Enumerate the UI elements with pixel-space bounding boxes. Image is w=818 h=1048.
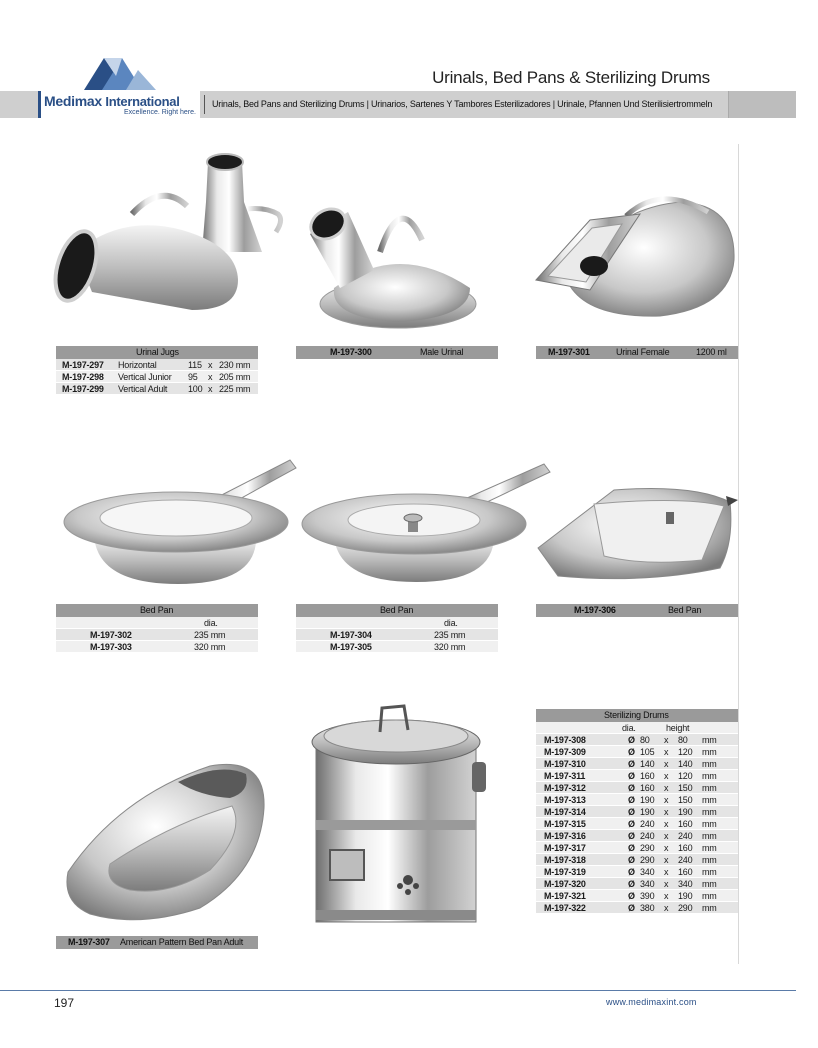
table-row bbox=[56, 371, 258, 383]
table-row bbox=[56, 629, 258, 641]
american-bed-pan-image bbox=[60, 752, 270, 922]
unit: mm bbox=[702, 807, 717, 817]
footer-line bbox=[0, 990, 796, 991]
table-row bbox=[536, 770, 738, 782]
female-urinal-table bbox=[536, 346, 738, 359]
table-row bbox=[56, 617, 258, 629]
page-number: 197 bbox=[54, 996, 75, 1010]
male-urinal-table bbox=[296, 346, 498, 359]
urinal-jugs-table bbox=[56, 346, 258, 395]
product-dia: 390 bbox=[640, 891, 655, 901]
product-height: 190 bbox=[678, 807, 693, 817]
product-height: 190 bbox=[678, 891, 693, 901]
product-code: M-197-299 bbox=[62, 384, 104, 394]
product-code: M-197-307 bbox=[68, 937, 110, 947]
bed-pan-image-1 bbox=[58, 456, 298, 588]
bed-pan-table-2 bbox=[296, 604, 498, 653]
brand-suffix: International bbox=[105, 94, 180, 109]
female-urinal-header bbox=[536, 346, 738, 359]
product-code: M-197-301 bbox=[548, 347, 590, 357]
male-urinal-header bbox=[296, 346, 498, 359]
size-b: 230 mm bbox=[219, 360, 251, 370]
table-row bbox=[536, 818, 738, 830]
table-row bbox=[536, 806, 738, 818]
product-name: Bed Pan bbox=[668, 605, 702, 615]
product-name: Urinal Female bbox=[616, 347, 670, 357]
table-row bbox=[536, 722, 738, 734]
diameter-symbol: Ø bbox=[628, 903, 635, 913]
male-urinal-image bbox=[300, 192, 496, 342]
table-row bbox=[536, 794, 738, 806]
size-x: x bbox=[664, 807, 669, 817]
size-b: 205 mm bbox=[219, 372, 251, 382]
table-row bbox=[536, 758, 738, 770]
diameter-symbol: Ø bbox=[628, 795, 635, 805]
size-x: x bbox=[664, 879, 669, 889]
size-x: x bbox=[664, 735, 669, 745]
size-x: x bbox=[664, 903, 669, 913]
website-link[interactable]: www.medimaxint.com bbox=[606, 997, 697, 1007]
size-x: x bbox=[664, 867, 669, 877]
size-x: x bbox=[664, 747, 669, 757]
sterilizing-drum-image bbox=[304, 700, 492, 932]
urinal-jugs-header bbox=[56, 346, 258, 359]
urinal-jugs-heading: Urinal Jugs bbox=[136, 347, 179, 357]
unit: mm bbox=[702, 819, 717, 829]
diameter-symbol: Ø bbox=[628, 747, 635, 757]
product-dia: 240 bbox=[640, 831, 655, 841]
table-row bbox=[296, 641, 498, 653]
product-code: M-197-321 bbox=[544, 891, 586, 901]
diameter-symbol: Ø bbox=[628, 783, 635, 793]
product-height: 290 bbox=[678, 903, 693, 913]
dia-label: dia. bbox=[444, 618, 458, 628]
page-title: Urinals, Bed Pans & Sterilizing Drums bbox=[432, 68, 710, 87]
product-dia: 160 bbox=[640, 771, 655, 781]
header-band-right bbox=[728, 91, 796, 118]
size-x: x bbox=[664, 891, 669, 901]
product-height: 80 bbox=[678, 735, 688, 745]
product-name: Vertical Adult bbox=[118, 384, 168, 394]
size-x: x bbox=[664, 819, 669, 829]
product-code: M-197-305 bbox=[330, 642, 372, 652]
female-urinal-image bbox=[530, 190, 736, 340]
size-x: x bbox=[208, 360, 213, 370]
product-height: 240 bbox=[678, 855, 693, 865]
unit: mm bbox=[702, 855, 717, 865]
urinal-jugs-image bbox=[52, 142, 288, 342]
product-dia: 340 bbox=[640, 879, 655, 889]
size-x: x bbox=[664, 771, 669, 781]
size-x: x bbox=[208, 372, 213, 382]
size-a: 95 bbox=[188, 372, 198, 382]
product-dia: 160 bbox=[640, 783, 655, 793]
product-code: M-197-318 bbox=[544, 855, 586, 865]
bed-pan-header-2 bbox=[296, 604, 498, 617]
product-name: American Pattern Bed Pan Adult bbox=[120, 937, 244, 947]
product-name: Horizontal bbox=[118, 360, 157, 370]
product-dia: 80 bbox=[640, 735, 650, 745]
size-x: x bbox=[664, 843, 669, 853]
diameter-symbol: Ø bbox=[628, 879, 635, 889]
product-dia: 190 bbox=[640, 807, 655, 817]
product-code: M-197-298 bbox=[62, 372, 104, 382]
size-x: x bbox=[664, 831, 669, 841]
table-row bbox=[536, 734, 738, 746]
sterilizing-drums-header bbox=[536, 709, 738, 722]
product-code: M-197-303 bbox=[90, 642, 132, 652]
brand-tagline: Excellence. Right here. bbox=[124, 109, 196, 116]
product-code: M-197-297 bbox=[62, 360, 104, 370]
size-x: x bbox=[664, 783, 669, 793]
product-code: M-197-312 bbox=[544, 783, 586, 793]
product-dia: 290 bbox=[640, 843, 655, 853]
dia-label: dia. bbox=[204, 618, 218, 628]
diameter-symbol: Ø bbox=[628, 807, 635, 817]
product-code: M-197-309 bbox=[544, 747, 586, 757]
diameter-symbol: Ø bbox=[628, 735, 635, 745]
product-code: M-197-320 bbox=[544, 879, 586, 889]
product-dia: 240 bbox=[640, 819, 655, 829]
table-row bbox=[536, 842, 738, 854]
product-height: 240 bbox=[678, 831, 693, 841]
product-code: M-197-319 bbox=[544, 867, 586, 877]
band-divider bbox=[204, 95, 205, 114]
unit: mm bbox=[702, 891, 717, 901]
american-bed-pan-table bbox=[56, 936, 258, 949]
table-row bbox=[536, 830, 738, 842]
bed-pan-heading: Bed Pan bbox=[140, 605, 174, 615]
header-subtitle: Urinals, Bed Pans and Sterilizing Drums | Urinarios, Sartenes Y Tambores Esterilizadores | Urinale, Pfannen Und Sterilisiertrommeln bbox=[212, 99, 713, 109]
unit: mm bbox=[702, 795, 717, 805]
product-dia: 290 bbox=[640, 855, 655, 865]
product-size: 1200 ml bbox=[696, 347, 727, 357]
diameter-symbol: Ø bbox=[628, 867, 635, 877]
bed-pan-table-1 bbox=[56, 604, 258, 653]
table-row bbox=[536, 878, 738, 890]
bed-pan-image-2 bbox=[298, 458, 552, 588]
table-row bbox=[536, 746, 738, 758]
diameter-symbol: Ø bbox=[628, 855, 635, 865]
product-dia: 340 bbox=[640, 867, 655, 877]
product-code: M-197-308 bbox=[544, 735, 586, 745]
size-x: x bbox=[664, 759, 669, 769]
unit: mm bbox=[702, 771, 717, 781]
table-row bbox=[296, 617, 498, 629]
bed-pan-image-3 bbox=[534, 482, 740, 588]
unit: mm bbox=[702, 831, 717, 841]
unit: mm bbox=[702, 903, 717, 913]
product-dia: 320 mm bbox=[434, 642, 466, 652]
product-height: 160 bbox=[678, 819, 693, 829]
diameter-symbol: Ø bbox=[628, 831, 635, 841]
product-code: M-197-322 bbox=[544, 903, 586, 913]
unit: mm bbox=[702, 747, 717, 757]
product-height: 120 bbox=[678, 771, 693, 781]
product-code: M-197-311 bbox=[544, 771, 586, 781]
bed-pan-heading: Bed Pan bbox=[380, 605, 414, 615]
product-height: 340 bbox=[678, 879, 693, 889]
product-code: M-197-304 bbox=[330, 630, 372, 640]
product-code: M-197-315 bbox=[544, 819, 586, 829]
product-height: 160 bbox=[678, 843, 693, 853]
table-row bbox=[536, 902, 738, 914]
diameter-symbol: Ø bbox=[628, 759, 635, 769]
product-height: 120 bbox=[678, 747, 693, 757]
unit: mm bbox=[702, 843, 717, 853]
table-row bbox=[56, 641, 258, 653]
height-label: height bbox=[666, 723, 690, 733]
product-dia: 140 bbox=[640, 759, 655, 769]
product-code: M-197-316 bbox=[544, 831, 586, 841]
bed-pan-header-3 bbox=[536, 604, 738, 617]
product-code: M-197-314 bbox=[544, 807, 586, 817]
unit: mm bbox=[702, 783, 717, 793]
unit: mm bbox=[702, 879, 717, 889]
dia-label: dia. bbox=[622, 723, 636, 733]
product-dia: 105 bbox=[640, 747, 655, 757]
brand-name-text: Medimax bbox=[44, 93, 102, 109]
diameter-symbol: Ø bbox=[628, 771, 635, 781]
table-row bbox=[536, 866, 738, 878]
table-row bbox=[56, 383, 258, 395]
unit: mm bbox=[702, 735, 717, 745]
table-row bbox=[56, 359, 258, 371]
diameter-symbol: Ø bbox=[628, 843, 635, 853]
unit: mm bbox=[702, 759, 717, 769]
product-code: M-197-306 bbox=[574, 605, 616, 615]
product-height: 140 bbox=[678, 759, 693, 769]
product-height: 150 bbox=[678, 783, 693, 793]
table-row bbox=[296, 629, 498, 641]
size-a: 115 bbox=[188, 360, 202, 370]
product-dia: 380 bbox=[640, 903, 655, 913]
product-dia: 235 mm bbox=[434, 630, 466, 640]
product-name: Male Urinal bbox=[420, 347, 464, 357]
size-x: x bbox=[664, 855, 669, 865]
sterilizing-drums-heading: Sterilizing Drums bbox=[604, 710, 669, 720]
unit: mm bbox=[702, 867, 717, 877]
product-height: 160 bbox=[678, 867, 693, 877]
table-row bbox=[536, 890, 738, 902]
diameter-symbol: Ø bbox=[628, 891, 635, 901]
bed-pan-header-1 bbox=[56, 604, 258, 617]
drum-rows bbox=[536, 734, 738, 914]
size-x: x bbox=[664, 795, 669, 805]
product-code: M-197-302 bbox=[90, 630, 132, 640]
product-code: M-197-310 bbox=[544, 759, 586, 769]
size-x: x bbox=[208, 384, 213, 394]
diameter-symbol: Ø bbox=[628, 819, 635, 829]
product-dia: 190 bbox=[640, 795, 655, 805]
product-code: M-197-313 bbox=[544, 795, 586, 805]
product-code: M-197-317 bbox=[544, 843, 586, 853]
table-row bbox=[536, 854, 738, 866]
size-b: 225 mm bbox=[219, 384, 251, 394]
size-a: 100 bbox=[188, 384, 203, 394]
product-dia: 320 mm bbox=[194, 642, 226, 652]
brand-name bbox=[44, 93, 180, 109]
medimax-logo bbox=[82, 52, 158, 92]
table-row bbox=[536, 782, 738, 794]
product-dia: 235 mm bbox=[194, 630, 226, 640]
product-height: 150 bbox=[678, 795, 693, 805]
bed-pan-table-3 bbox=[536, 604, 738, 617]
sterilizing-drums-table bbox=[536, 709, 738, 914]
product-name: Vertical Junior bbox=[118, 372, 172, 382]
product-code: M-197-300 bbox=[330, 347, 372, 357]
american-bed-pan-header bbox=[56, 936, 258, 949]
